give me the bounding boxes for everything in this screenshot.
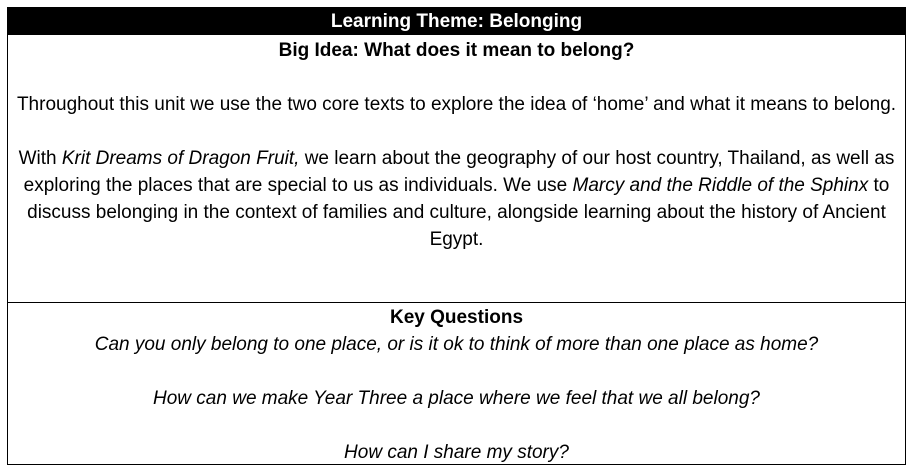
- spacer: [16, 358, 897, 385]
- big-idea-paragraph-1: Throughout this unit we use the two core texts to explore the idea of ‘home’ and what it means to belong.: [16, 94, 897, 115]
- learning-theme-document: [7, 7, 906, 465]
- spacer: [16, 412, 897, 439]
- spacer: [16, 64, 897, 91]
- paragraph-2-text-3: to discuss belonging in the context of families and culture, alongside learning about the history of Ancient Egypt.: [27, 175, 890, 250]
- big-idea-section: [8, 35, 905, 303]
- key-questions-heading: Key Questions: [389, 307, 524, 328]
- key-question-1: Can you only belong to one place, or is it ok to think of more than one place as home?: [94, 334, 819, 355]
- big-idea-heading: Big Idea: What does it mean to belong?: [278, 40, 635, 61]
- paragraph-2-text-2: we learn about the geography of our host country, Thailand, as well as exploring the places that are special to us as individuals. We use: [23, 148, 895, 196]
- theme-title: Learning Theme: Belonging: [8, 8, 905, 35]
- key-question-2: How can we make Year Three a place where we feel that we all belong?: [153, 388, 760, 409]
- paragraph-2-text-1: With: [18, 148, 62, 169]
- big-idea-paragraph-2: [16, 145, 897, 253]
- key-question-3: How can I share my story?: [344, 442, 569, 463]
- spacer: [16, 118, 897, 145]
- book-title-krit: Krit Dreams of Dragon Fruit,: [61, 148, 300, 169]
- book-title-marcy: Marcy and the Riddle of the Sphinx: [572, 175, 869, 196]
- key-questions-section: [8, 303, 905, 466]
